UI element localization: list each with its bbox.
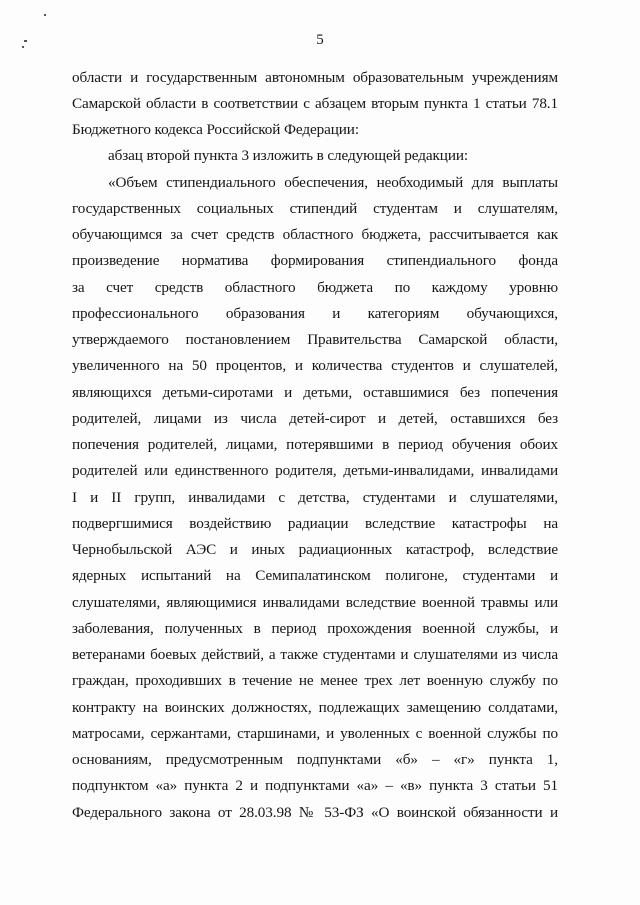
text-line: увеличенного на 50 процентов, и количества студентов и слушателей, xyxy=(72,357,558,374)
text-line: Чернобыльской АЭС и иных радиационных катастроф, вследствие xyxy=(72,541,558,558)
text-line: матросами, сержантами, старшинами, и уволенных с военной службы по xyxy=(72,725,558,742)
text-line: Бюджетного кодекса Российской Федерации: xyxy=(72,121,359,138)
text-line: «Объем стипендиального обеспечения, необходимый для выплаты xyxy=(108,174,558,191)
text-line: утверждаемого постановлением Правительства Самарской области, xyxy=(72,331,558,348)
text-line: подвергшимися воздействию радиации вследствие катастрофы на xyxy=(72,515,558,532)
scan-speck xyxy=(44,14,46,16)
text-line: родителей, лицами из числа детей-сирот и детей, оставшихся без xyxy=(72,410,558,427)
text-line: абзац второй пункта 3 изложить в следующей редакции: xyxy=(108,147,468,164)
text-line: попечения родителей, лицами, потерявшими в период обучения обоих xyxy=(72,436,558,453)
text-line: являющихся детьми-сиротами и детьми, оставшимися без попечения xyxy=(72,384,558,401)
text-line: подпунктом «а» пункта 2 и подпунктами «а» – «в» пункта 3 статьи 51 xyxy=(72,777,558,794)
text-line: профессионального образования и категориям обучающихся, xyxy=(72,305,558,322)
text-line: обучающимся за счет средств областного бюджета, рассчитывается как xyxy=(72,226,558,243)
text-line: государственных социальных стипендий студентам и слушателям, xyxy=(72,200,558,217)
text-line: Самарской области в соответствии с абзацем вторым пункта 1 статьи 78.1 xyxy=(72,95,558,112)
text-line: заболевания, полученных в период прохождения военной службы, и xyxy=(72,620,558,637)
text-line: за счет средств областного бюджета по каждому уровню xyxy=(72,279,558,296)
text-line: контракту на воинских должностях, подлежащих замещению солдатами, xyxy=(72,699,558,716)
text-line: области и государственным автономным образовательным учреждениям xyxy=(72,69,558,86)
text-line: ветеранами боевых действий, а также студентами и слушателями из числа xyxy=(72,646,558,663)
text-line: граждан, проходивших в течение не менее трех лет военную службу по xyxy=(72,672,558,689)
text-line: Федерального закона от 28.03.98 № 53-ФЗ «О воинской обязанности и xyxy=(72,804,558,821)
text-line: произведение норматива формирования стипендиального фонда xyxy=(72,252,558,269)
text-line: ядерных испытаний на Семипалатинском полигоне, студентами и xyxy=(72,567,558,584)
text-line: слушателями, являющимися инвалидами вследствие военной травмы или xyxy=(72,594,558,611)
text-line: основаниям, предусмотренным подпунктами «б» – «г» пункта 1, xyxy=(72,751,558,768)
text-line: родителей или единственного родителя, детьми-инвалидами, инвалидами xyxy=(72,462,558,479)
text-line: I и II групп, инвалидами с детства, студентами и слушателями, xyxy=(72,489,558,506)
page-number: 5 xyxy=(316,32,324,48)
